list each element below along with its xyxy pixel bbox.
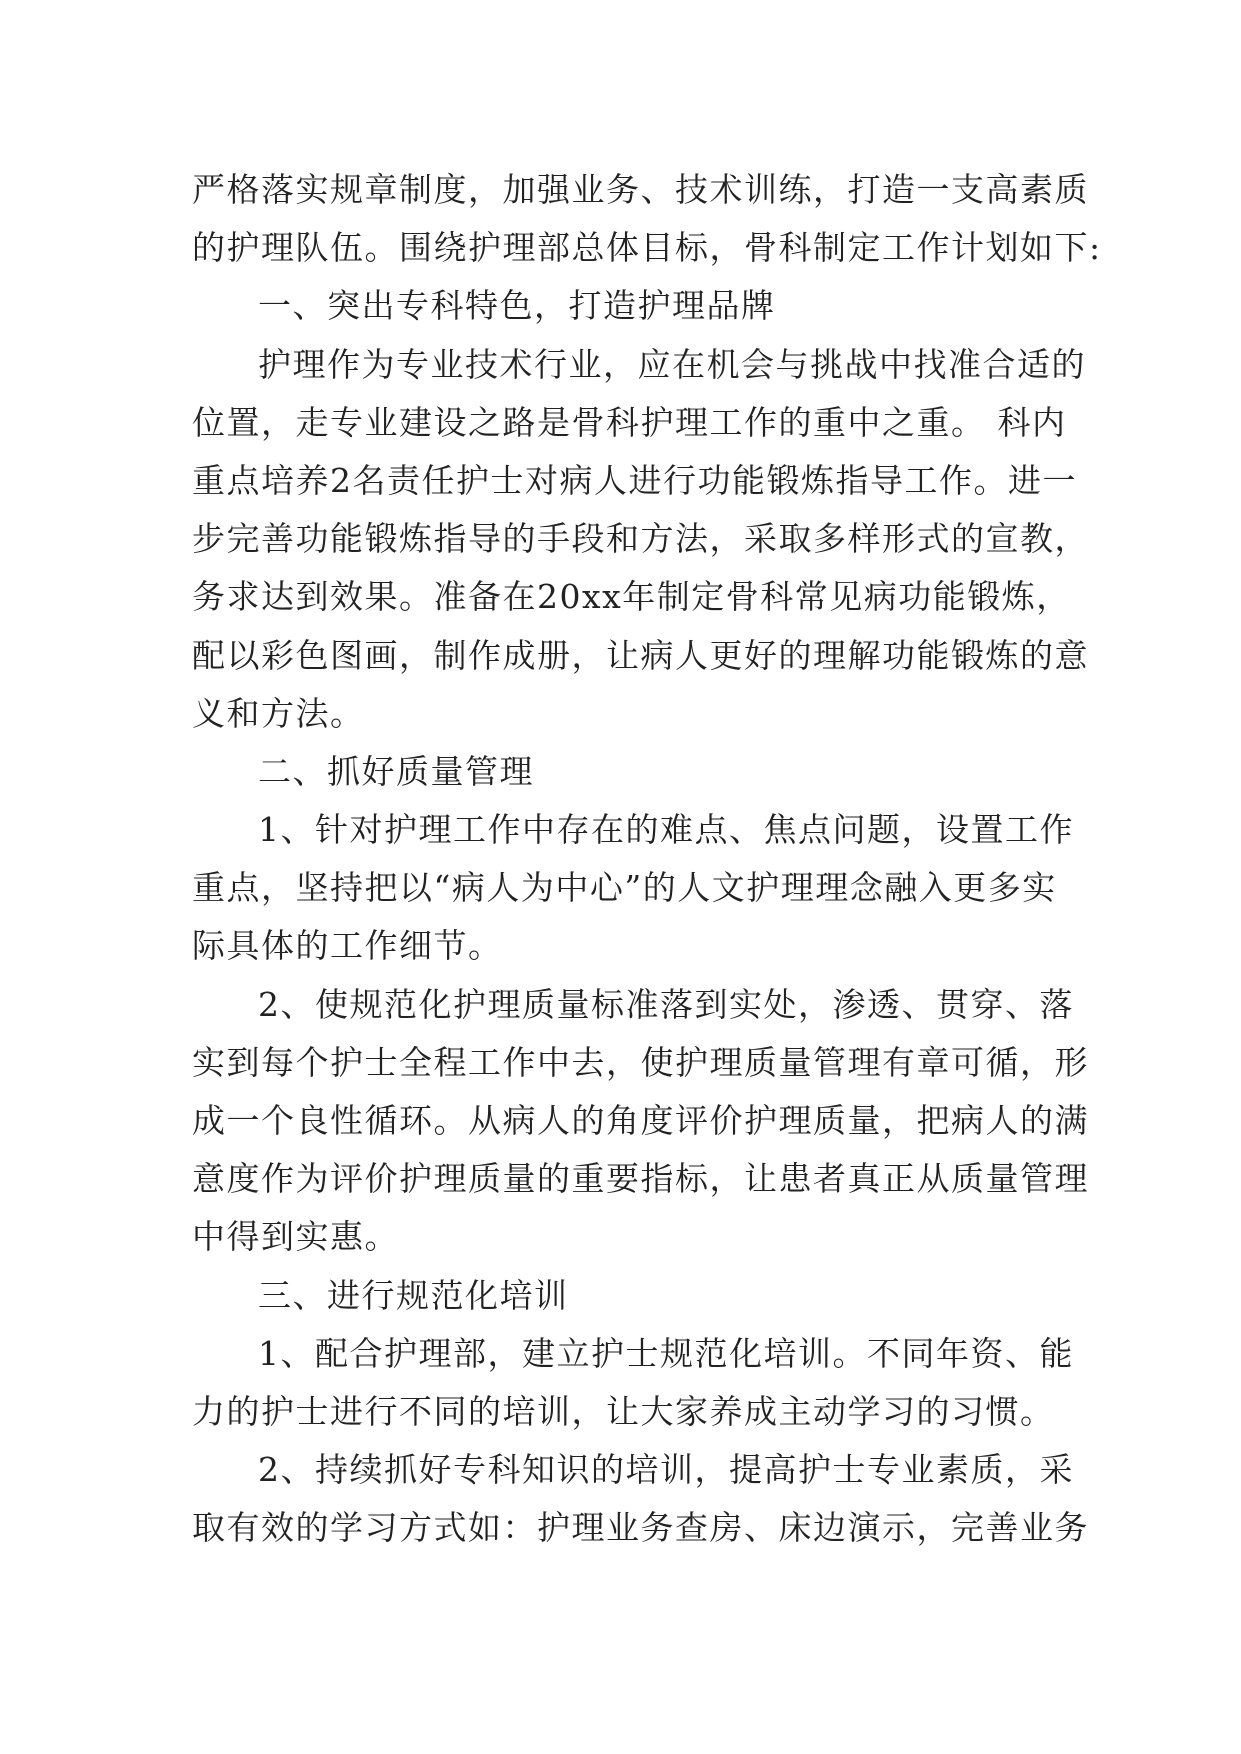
- document-body: [192, 161, 1102, 1558]
- text-line: 取有效的学习方式如：护理业务查房、床边演示，完善业务: [192, 1508, 1089, 1548]
- text-line: 务求达到效果。准备在20xx年制定骨科常见病功能锻炼，: [192, 577, 1071, 617]
- text-line: 步完善功能锻炼指导的手段和方法，采取多样形式的宣教，: [192, 519, 1089, 559]
- text-line: 严格落实规章制度，加强业务、技术训练，打造一支高素质: [192, 170, 1089, 209]
- text-line: 2、持续抓好专科知识的培训，提高护士专业素质，采: [258, 1450, 1074, 1490]
- text-line: 1、配合护理部，建立护士规范化培训。不同年资、能: [258, 1333, 1074, 1373]
- text-line: 配以彩色图画，制作成册，让病人更好的理解功能锻炼的意: [192, 635, 1089, 675]
- section-heading: 三、进行规范化培训: [258, 1275, 569, 1315]
- text-line: 2、使规范化护理质量标准落到实处，渗透、贯穿、落: [258, 984, 1074, 1024]
- text-line: 中得到实惠。: [192, 1217, 399, 1257]
- text-line: 际具体的工作细节。: [192, 926, 503, 966]
- section-heading: 二、抓好质量管理: [258, 751, 534, 791]
- text-line: 意度作为评价护理质量的重要指标，让患者真正从质量管理: [192, 1159, 1089, 1199]
- text-line: 重点，坚持把以“病人为中心”的人文护理理念融入更多实: [192, 868, 1057, 908]
- text-line: 实到每个护士全程工作中去，使护理质量管理有章可循，形: [192, 1042, 1089, 1082]
- text-line: 重点培养2名责任护士对病人进行功能锻炼指导工作。进一: [192, 460, 1077, 500]
- text-line: 的护理队伍。围绕护理部总体目标，骨科制定工作计划如下:: [192, 228, 1102, 268]
- section-heading: 一、突出专科特色，打造护理品牌: [258, 286, 776, 326]
- text-line: 义和方法。: [192, 693, 365, 733]
- text-line: 力的护士进行不同的培训，让大家养成主动学习的习惯。: [192, 1391, 1055, 1431]
- text-line: 成一个良性循环。从病人的角度评价护理质量，把病人的满: [192, 1101, 1089, 1140]
- text-line: 位置，走专业建设之路是骨科护理工作的重中之重。 科内: [192, 402, 1067, 442]
- text-line: 护理作为专业技术行业，应在机会与挑战中找准合适的: [258, 344, 1086, 384]
- text-line: 1、针对护理工作中存在的难点、焦点问题，设置工作: [258, 810, 1074, 850]
